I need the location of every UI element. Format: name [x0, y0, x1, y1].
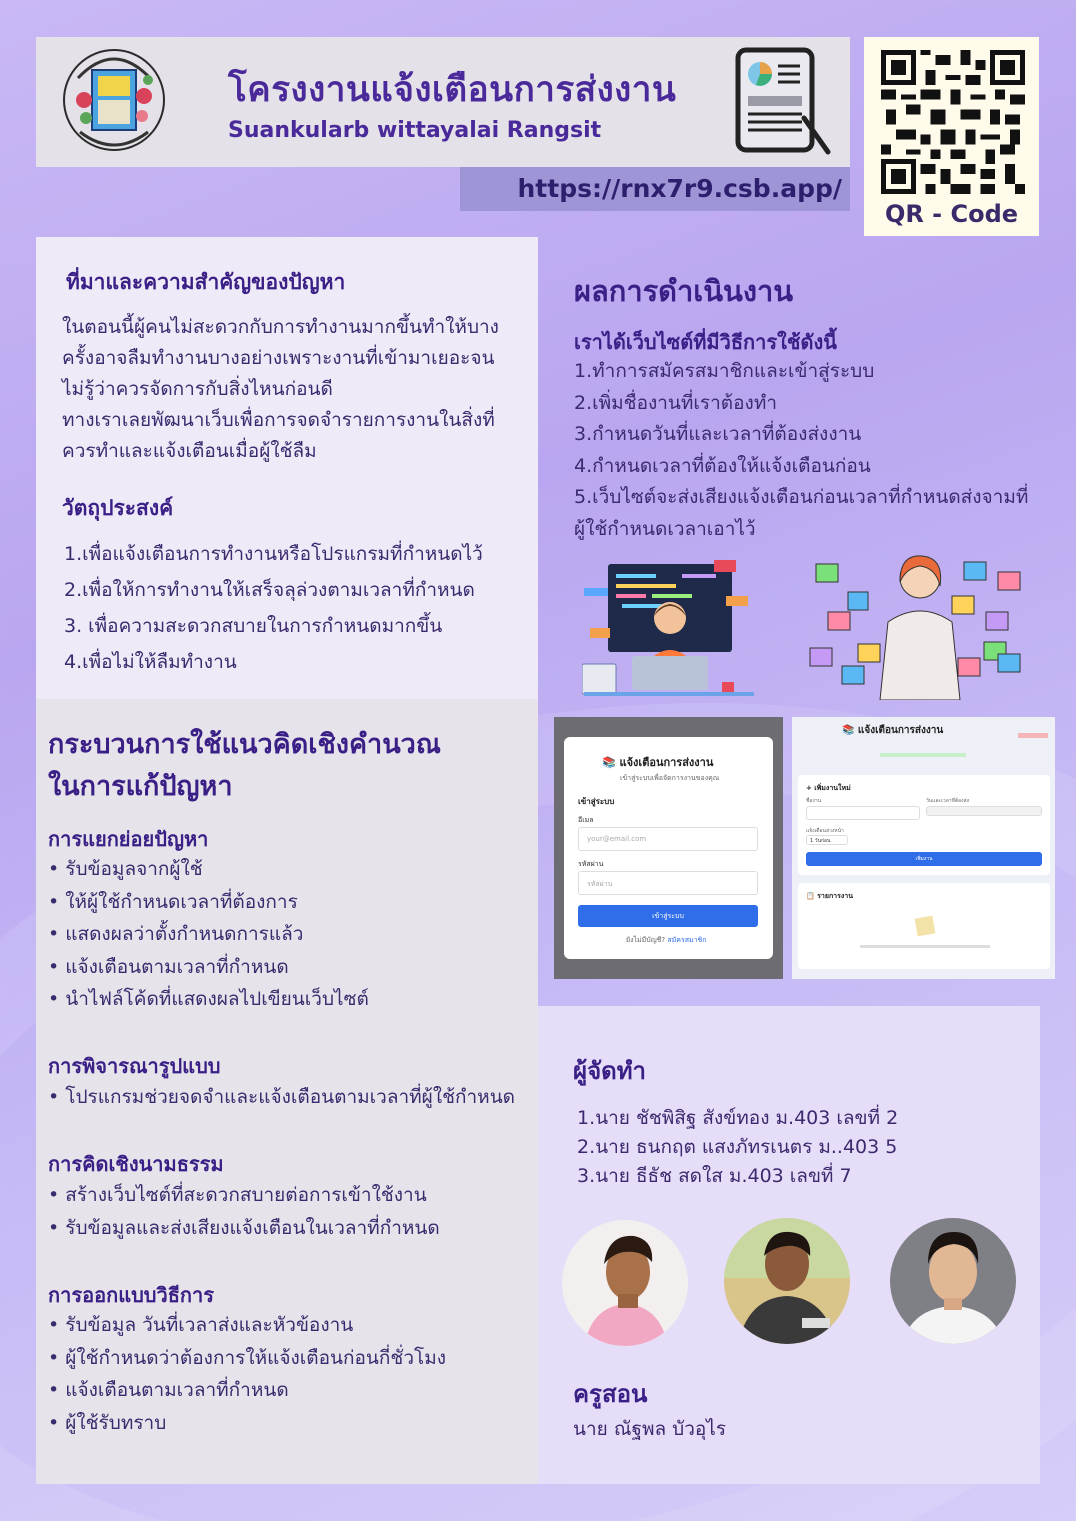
list-item: 1.เพื่อแจ้งเตือนการทำงานหรือโปรแกรมที่กำหนดไว้ [64, 543, 483, 565]
list-item: • รับข้อมูลและส่งเสียงแจ้งเตือนในเวลาที่กำหนด [48, 1212, 440, 1245]
background-line: ไม่รู้ว่าควรจัดการกับสิ่งไหนก่อนดี [62, 378, 333, 400]
decomposition-title: การแยกย่อยปัญหา [48, 827, 209, 851]
login-screenshot [554, 717, 783, 979]
website-url-link[interactable]: https://rnx7r9.csb.app/ [517, 174, 842, 203]
background-line: ครั้งอาจลืมทำงานบางอย่างเพราะงานที่เข้ามาเยอะจน [62, 347, 495, 369]
status-banner [880, 753, 966, 757]
list-item: • ผู้ใช้รับทราบ [48, 1407, 446, 1440]
signup-prompt-text: ยังไม่มีบัญชี? [626, 936, 666, 944]
empty-note-icon [915, 916, 936, 937]
task-list-card [798, 883, 1050, 969]
algorithm-list [48, 1309, 446, 1439]
list-item: • แจ้งเตือนตามเวลาที่กำหนด [48, 951, 369, 984]
results-steps [574, 356, 1028, 545]
list-item: • สร้างเว็บไซต์ที่สะดวกสบายต่อการเข้าใช้งาน [48, 1179, 440, 1212]
list-item: • ผู้ใช้กำหนดว่าต้องการให้แจ้งเตือนก่อนกี่ชั่วโมง [48, 1342, 446, 1375]
password-field[interactable] [578, 871, 758, 895]
due-date-label: วันและเวลาที่ต้องส่ง [926, 798, 970, 804]
background-line: ทางเราเลยพัฒนาเว็บเพื่อการจดจำรายการงานในสิ่งที่ [62, 409, 495, 431]
list-item: 2.เพื่อให้การทำงานให้เสร็จลุล่วงตามเวลาที่กำหนด [64, 579, 475, 601]
list-item: 4.กำหนดเวลาที่ต้องให้แจ้งเตือนก่อน [574, 454, 871, 477]
website-url-bar [460, 167, 850, 211]
task-name-label: ชื่องาน [806, 798, 822, 804]
avatar-portrait-3 [890, 1218, 1016, 1344]
task-name-input[interactable] [806, 806, 920, 820]
list-item: 2.เพิ่มชื่องานที่เราต้องทำ [574, 391, 778, 414]
list-item: 2.นาย ธนกฤต แสงภัทรเนตร ม..403 5 [577, 1136, 898, 1158]
objectives-title: วัตถุประสงค์ [62, 496, 174, 520]
list-item: 5.เว็บไซต์จะส่งเสียงแจ้งเตือนก่อนเวลาที่กำหนดส่งจามที่ [574, 486, 1029, 508]
list-item: 3.กำหนดวันที่และเวลาที่ต้องส่งงาน [574, 423, 862, 445]
avatar-portrait-1 [562, 1220, 688, 1346]
remind-select[interactable] [806, 835, 848, 845]
teacher-title: ครูสอน [573, 1380, 648, 1408]
list-item: • รับข้อมูลจากผู้ใช้ [48, 853, 369, 886]
list-item: 1.นาย ชัชพิสิฐ สังข์ทอง ม.403 เลขที่ 2 [577, 1107, 899, 1129]
sticky-notes-illustration [808, 552, 1026, 700]
background-line: ควรทำและแจ้งเตือนเมื่อผู้ใช้ลืม [62, 440, 317, 462]
programmer-illustration [582, 558, 758, 700]
avatar [890, 1218, 1016, 1344]
login-button[interactable]: เข้าสู่ระบบ [578, 905, 758, 927]
list-item: • ให้ผู้ใช้กำหนดเวลาที่ต้องการ [48, 886, 369, 919]
report-document-icon [728, 44, 834, 158]
abstraction-title: การคิดเชิงนามธรรม [48, 1152, 224, 1176]
login-section-title: เข้าสู่ระบบ [578, 797, 615, 806]
project-title: โครงงานแจ้งเตือนการส่งงาน [228, 70, 677, 110]
avatar-portrait-2 [724, 1218, 850, 1344]
background-line: ในตอนนี้ผู้คนไม่สะดวกกับการทำงานมากขึ้นทำให้บาง [62, 316, 499, 338]
school-logo [58, 40, 170, 158]
signup-prompt [626, 935, 707, 946]
login-caption: เข้าสู่ระบบเพื่อจัดการงานของคุณ [620, 774, 720, 782]
authors-title: ผู้จัดทำ [573, 1057, 647, 1085]
remind-label: แจ้งเตือนล่วงหน้า [806, 828, 844, 834]
process-title-line1: กระบวนการใช้แนวคิดเชิงคำนวณ [48, 729, 441, 760]
login-app-title: 📚 แจ้งเตือนการส่งงาน [602, 756, 714, 769]
password-placeholder: รหัสผ่าน [587, 880, 613, 888]
list-item: • แสดงผลว่าตั้งกำหนดการแล้ว [48, 918, 369, 951]
signup-link[interactable]: สมัครสมาชิก [667, 936, 707, 944]
list-item: 4.เพื่อไม่ให้ลืมทำงาน [64, 651, 237, 673]
list-item: • แจ้งเตือนตามเวลาที่กำหนด [48, 1374, 446, 1407]
decomposition-list [48, 853, 369, 1016]
authors-list [577, 1104, 898, 1191]
task-list-title: 📋 รายการงาน [806, 892, 854, 900]
background-title: ที่มาและความสำคัญของปัญหา [66, 270, 346, 294]
list-item: • โปรแกรมช่วยจดจำและแจ้งเตือนตามเวลาที่ผู้ใช้กำหนด [48, 1081, 515, 1113]
pattern-title: การพิจารณารูปแบบ [48, 1054, 221, 1078]
email-label: อีเมล [578, 816, 594, 824]
results-subtitle: เราได้เว็บไซต์ที่มีวิธีการใช้ดังนี้ [574, 330, 837, 354]
process-title-line2: ในการแก้ปัญหา [48, 771, 233, 802]
qr-code-box [864, 37, 1039, 236]
abstraction-list [48, 1179, 440, 1244]
list-item: 1.ทำการสมัครสมาชิกและเข้าสู่ระบบ [574, 360, 875, 382]
background-text [62, 312, 532, 467]
list-item: • นำไฟล์โค้ดที่แสดงผลไปเขียนเว็บไซต์ [48, 983, 369, 1016]
teacher-name: นาย ณัฐพล บัวอุไร [573, 1418, 727, 1440]
objectives-list [64, 536, 483, 680]
add-task-button[interactable]: เพิ่มงาน [806, 852, 1042, 866]
add-task-card [798, 775, 1050, 875]
pattern-list [48, 1081, 515, 1113]
app-title: 📚 แจ้งเตือนการส่งงาน [842, 725, 944, 736]
login-card [564, 737, 773, 959]
list-item: 3.นาย ธีธัช สดใส ม.403 เลขที่ 7 [577, 1165, 852, 1187]
email-field[interactable] [578, 827, 758, 851]
empty-state-text [860, 945, 990, 948]
list-item: 3. เพื่อความสะดวกสบายในการกำหนดมากขึ้น [64, 615, 443, 637]
password-label: รหัสผ่าน [578, 860, 604, 868]
avatar [724, 1218, 850, 1344]
qr-code-image[interactable] [881, 50, 1025, 194]
remind-value: 1 วันก่อน [810, 838, 831, 844]
school-name: Suankularb wittayalai Rangsit [228, 118, 602, 143]
add-task-title: + เพิ่มงานใหม่ [806, 784, 851, 792]
results-title: ผลการดำเนินงาน [574, 274, 794, 308]
list-item: ผู้ใช้กำหนดเวลาเอาไว้ [574, 517, 756, 540]
avatar [562, 1220, 688, 1346]
logout-badge[interactable] [1018, 733, 1048, 738]
algorithm-title: การออกแบบวิธีการ [48, 1283, 215, 1307]
app-screenshot [792, 717, 1055, 979]
list-item: • รับข้อมูล วันที่เวลาส่งและหัวข้องาน [48, 1309, 446, 1342]
due-date-input[interactable] [926, 806, 1042, 816]
qr-code-label: QR - Code [884, 200, 1019, 228]
email-placeholder: your@email.com [587, 835, 647, 843]
